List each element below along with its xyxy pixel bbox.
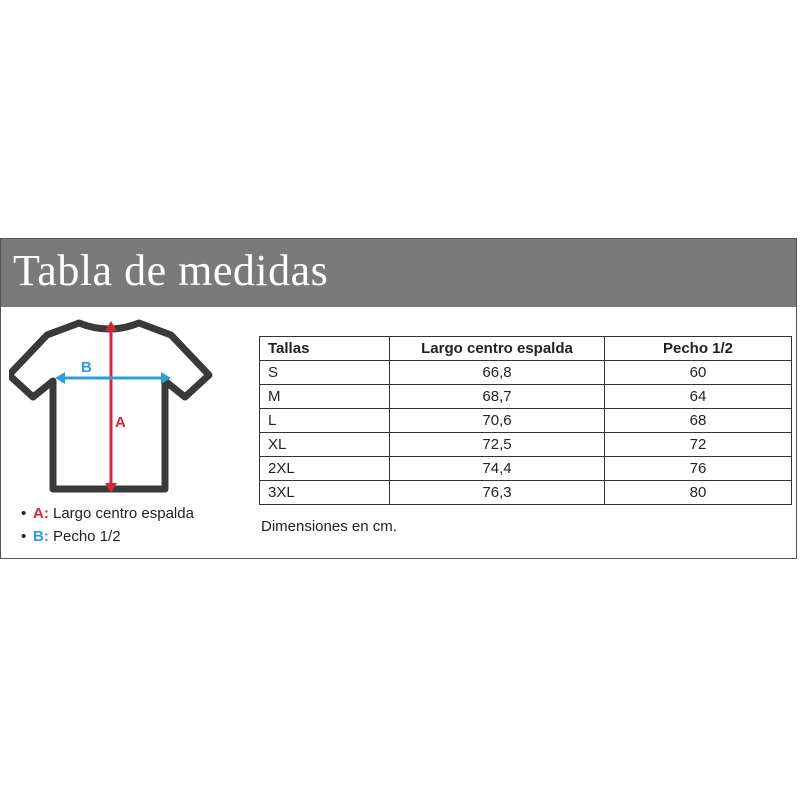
cell-size: XL (260, 433, 390, 457)
cell-pecho: 80 (605, 481, 792, 505)
tshirt-outline (9, 323, 209, 489)
cell-largo: 66,8 (390, 361, 605, 385)
cell-size: 2XL (260, 457, 390, 481)
table-header-row (260, 337, 792, 361)
cell-largo: 68,7 (390, 385, 605, 409)
cell-pecho: 76 (605, 457, 792, 481)
size-table (259, 336, 792, 505)
cell-largo: 72,5 (390, 433, 605, 457)
size-chart-card (0, 238, 797, 559)
label-b: B (81, 359, 92, 376)
units-note: Dimensiones en cm. (261, 518, 397, 535)
cell-size: M (260, 385, 390, 409)
cell-largo: 76,3 (390, 481, 605, 505)
cell-pecho: 60 (605, 361, 792, 385)
cell-pecho: 72 (605, 433, 792, 457)
legend-item-a: • A: Largo centro espalda (21, 502, 194, 525)
table-row (260, 361, 792, 385)
table-row (260, 481, 792, 505)
bullet: • (21, 528, 27, 545)
cell-size: L (260, 409, 390, 433)
cell-size: 3XL (260, 481, 390, 505)
bullet: • (21, 505, 27, 522)
header-pecho: Pecho 1/2 (605, 337, 792, 361)
cell-largo: 74,4 (390, 457, 605, 481)
page-title: Tabla de medidas (13, 246, 329, 295)
cell-pecho: 68 (605, 409, 792, 433)
legend-item-b: • B: Pecho 1/2 (21, 525, 194, 548)
table-row (260, 457, 792, 481)
header-largo: Largo centro espalda (390, 337, 605, 361)
title-banner (1, 239, 796, 307)
header-tallas: Tallas (260, 337, 390, 361)
table-row (260, 433, 792, 457)
label-a: A (115, 414, 126, 431)
tshirt-diagram (9, 317, 215, 497)
cell-largo: 70,6 (390, 409, 605, 433)
cell-pecho: 64 (605, 385, 792, 409)
table-row (260, 409, 792, 433)
cell-size: S (260, 361, 390, 385)
measurement-legend (21, 502, 194, 548)
table-row (260, 385, 792, 409)
